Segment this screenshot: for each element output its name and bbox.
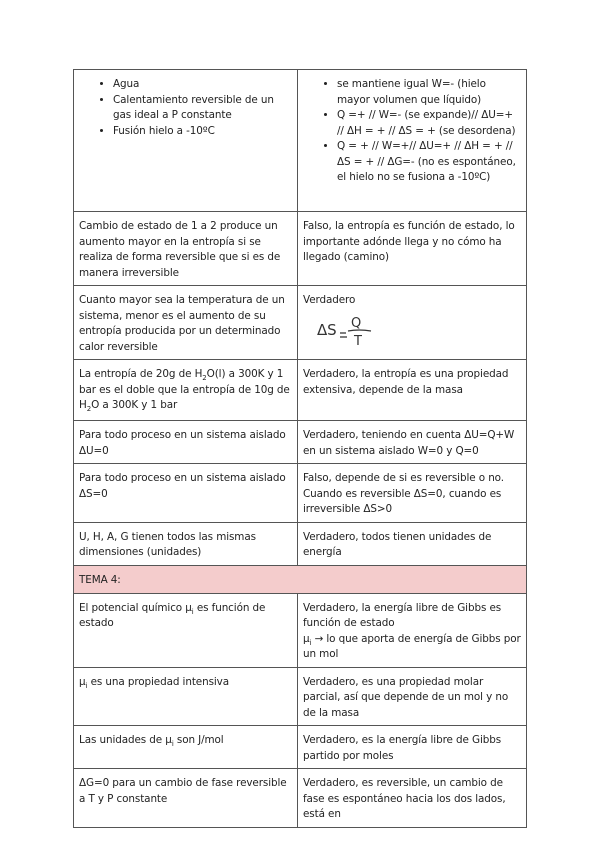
cell-right: Verdadero, la energía libre de Gibbs es función de estado $\mu_i$ → lo que aporta de energía de Gibbs por un mol xyxy=(298,593,527,667)
section-header-row xyxy=(74,565,527,593)
cell-right: Verdadero, teniendo en cuenta ΔU=Q+W en un sistema aislado W=0 y Q=0 xyxy=(298,421,527,464)
formula-denominator: T xyxy=(354,333,362,347)
cell-right xyxy=(298,70,527,212)
list-item: • Q = + // W=+// ΔU=+ // ΔH = + // ΔS = + // ΔG=- (no es espontáneo, el hielo no se fusiona a -10ºC) xyxy=(337,139,521,186)
table-row xyxy=(74,421,527,464)
table-row xyxy=(74,667,527,726)
cell-right: Verdadero, es una propiedad molar parcial, así que depende de un mol y no de la masa xyxy=(298,667,527,726)
cell-left: Las unidades de $\mu_i$ son J/mol xyxy=(74,726,298,769)
table-row xyxy=(74,769,527,828)
formula-numerator: Q xyxy=(351,315,362,331)
bullet-list xyxy=(79,77,292,139)
table-row xyxy=(74,593,527,667)
table-row xyxy=(74,286,527,360)
list-item: • se mantiene igual W=- (hielo mayor volumen que líquido) xyxy=(337,77,521,108)
bullet-list xyxy=(303,77,521,186)
list-item: • Fusión hielo a -10ºC xyxy=(113,124,292,140)
table-row xyxy=(74,360,527,421)
section-header: TEMA 4: xyxy=(74,565,527,593)
notes-table xyxy=(73,69,527,828)
table-row xyxy=(74,212,527,286)
list-item: • Q =+ // W=- (se expande)// ΔU=+ // ΔH = + // ΔS = + (se desordena) xyxy=(337,108,521,139)
list-item: • Calentamiento reversible de un gas ideal a P constante xyxy=(113,93,292,124)
cell-right: Falso, la entropía es función de estado, lo importante adónde llega y no cómo ha llegado (camino) xyxy=(298,212,527,286)
cell-right: Verdadero, es reversible, un cambio de fase es espontáneo hacia los dos lados, está en xyxy=(298,769,527,828)
answer-text: Verdadero xyxy=(303,294,356,306)
cell-right: Verdadero, es la energía libre de Gibbs partido por moles xyxy=(298,726,527,769)
cell-right: Falso, depende de si es reversible o no. Cuando es reversible ΔS=0, cuando es irreversible ΔS>0 xyxy=(298,464,527,523)
cell-left: Para todo proceso en un sistema aislado ΔU=0 xyxy=(74,421,298,464)
cell-right: Verdadero, todos tienen unidades de energía xyxy=(298,522,527,565)
cell-right xyxy=(298,286,527,360)
list-item: • Agua xyxy=(113,77,292,93)
cell-left: La entropía de 20g de $H_2O(l)$ a 300K y 1 bar es el doble que la entropía de 10g de $H_2O$ a 300K y 1 bar xyxy=(74,360,298,421)
table-row xyxy=(74,522,527,565)
cell-left: El potencial químico $\mu_i$ es función de estado xyxy=(74,593,298,667)
table-row xyxy=(74,726,527,769)
entropy-formula-handwritten xyxy=(315,313,385,347)
cell-left: ΔG=0 para un cambio de fase reversible a T y P constante xyxy=(74,769,298,828)
cell-left: Cambio de estado de 1 a 2 produce un aumento mayor en la entropía si se realiza de forma reversible que si es de manera irreversible xyxy=(74,212,298,286)
cell-left: Cuanto mayor sea la temperatura de un sistema, menor es el aumento de su entropía producida por un determinado calor reversible xyxy=(74,286,298,360)
cell-left: $\mu_i$ es una propiedad intensiva xyxy=(74,667,298,726)
cell-right: Verdadero, la entropía es una propiedad extensiva, depende de la masa xyxy=(298,360,527,421)
cell-left: Para todo proceso en un sistema aislado ΔS=0 xyxy=(74,464,298,523)
cell-left: U, H, A, G tienen todos las mismas dimensiones (unidades) xyxy=(74,522,298,565)
cell-left xyxy=(74,70,298,212)
table-row xyxy=(74,464,527,523)
formula-lhs: ΔS xyxy=(317,320,337,339)
table-row xyxy=(74,70,527,212)
